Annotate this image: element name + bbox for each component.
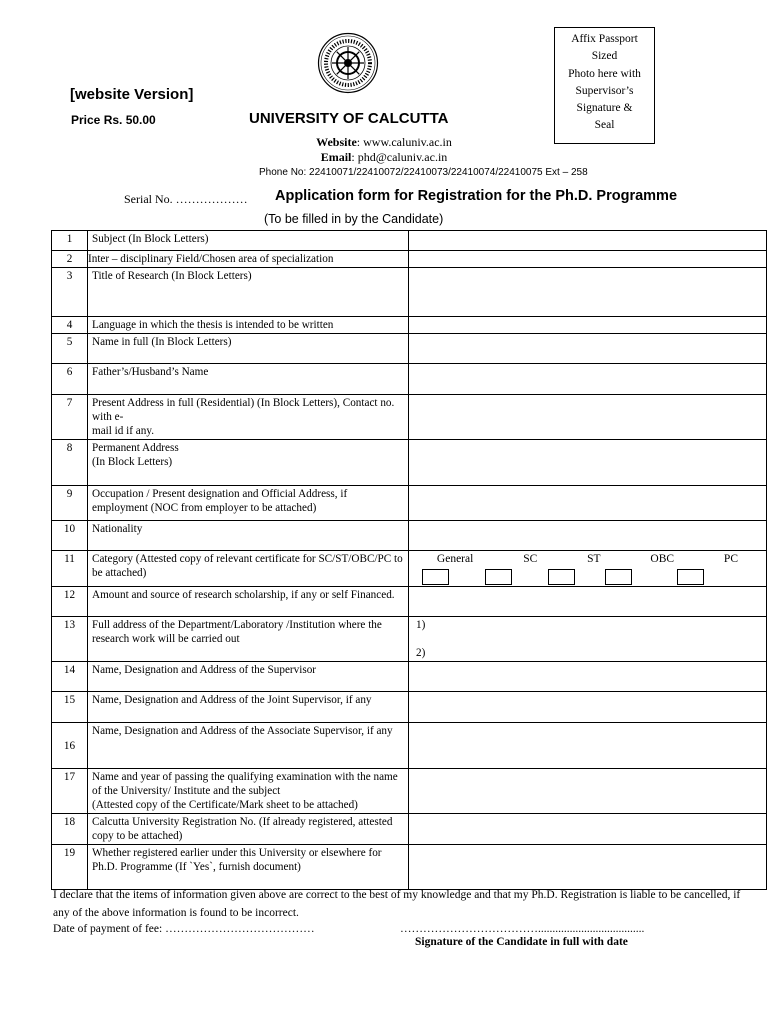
row-label: Subject (In Block Letters)	[88, 231, 409, 251]
photo-box-line: Affix Passport	[571, 33, 638, 45]
website-version-label: [website Version]	[70, 86, 194, 103]
email-value: : phd@caluniv.ac.in	[351, 150, 448, 164]
form-row	[52, 723, 767, 769]
row-number: 15	[52, 692, 88, 723]
form-row	[52, 769, 767, 814]
photo-box-line: Photo here with	[568, 67, 641, 80]
row-number: 14	[52, 662, 88, 692]
research-title-field[interactable]	[409, 268, 767, 317]
form-row	[52, 814, 767, 845]
website-value: : www.caluniv.ac.in	[356, 135, 452, 149]
photo-box-line: Signature &	[576, 102, 633, 115]
form-row	[52, 662, 767, 692]
form-row	[52, 486, 767, 521]
previous-registration-field[interactable]	[409, 845, 767, 890]
photo-box-line: Supervisor’s	[575, 84, 634, 97]
row-number: 8	[52, 440, 88, 486]
date-of-payment-line: Date of payment of fee: …………………………………	[53, 923, 315, 935]
row-label: Calcutta University Registration No. (If already registered, attested copy to be attached)	[88, 814, 409, 845]
father-husband-name-field[interactable]	[409, 364, 767, 395]
joint-supervisor-field[interactable]	[409, 692, 767, 723]
category-checkbox-st[interactable]	[548, 569, 575, 585]
category-checkbox-obc[interactable]	[605, 569, 632, 585]
row-label: Nationality	[88, 521, 409, 551]
declaration-text: I declare that the items of information given above are correct to the best of my knowledge and that my Ph.D. Registration is liable to be cancelled, if any of the above information is found to be incorrect.	[53, 889, 741, 919]
form-row	[52, 551, 767, 587]
row-label: Name in full (In Block Letters)	[88, 334, 409, 364]
row-number: 9	[52, 486, 88, 521]
photo-box	[554, 27, 655, 144]
form-row	[52, 692, 767, 723]
row-label: Full address of the Department/Laboratory /Institution where the research work will be carried out	[88, 617, 409, 662]
category-checkbox-sc[interactable]	[485, 569, 512, 585]
photo-box-line: Sized	[591, 50, 618, 63]
category-labels	[412, 552, 763, 566]
category-label-sc: SC	[523, 553, 538, 565]
qualifying-exam-field[interactable]	[409, 769, 767, 814]
university-name: UNIVERSITY OF CALCUTTA	[249, 110, 449, 127]
row-number: 19	[52, 845, 88, 890]
row-label: Whether registered earlier under this University or elsewhere for Ph.D. Programme (If `Yes`, furnish document)	[88, 845, 409, 890]
email-line	[0, 150, 768, 165]
scholarship-field[interactable]	[409, 587, 767, 617]
permanent-address-field[interactable]	[409, 440, 767, 486]
form-row	[52, 845, 767, 890]
department-address-field[interactable]	[409, 617, 767, 662]
row-number: 13	[52, 617, 88, 662]
form-row	[52, 617, 767, 662]
phone-numbers: Phone No: 22410071/22410072/22410073/22410074/22410075 Ext – 258	[259, 167, 588, 178]
category-checkboxes	[412, 569, 763, 585]
row-label: Name, Designation and Address of the Associate Supervisor, if any	[88, 723, 409, 769]
form-row	[52, 334, 767, 364]
full-name-field[interactable]	[409, 334, 767, 364]
row-label: Father’s/Husband’s Name	[88, 364, 409, 395]
form-row	[52, 521, 767, 551]
registration-number-field[interactable]	[409, 814, 767, 845]
category-checkbox-general[interactable]	[422, 569, 449, 585]
present-address-field[interactable]	[409, 395, 767, 440]
category-label-general: General	[436, 553, 474, 565]
specialization-field[interactable]	[409, 251, 767, 268]
photo-box-line: Seal	[594, 119, 615, 132]
row-number: 5	[52, 334, 88, 364]
application-form-table	[51, 230, 767, 890]
form-row	[52, 251, 767, 268]
subject-field[interactable]	[409, 231, 767, 251]
form-row	[52, 395, 767, 440]
form-row	[52, 268, 767, 317]
row-number: 11	[52, 551, 88, 587]
supervisor-field[interactable]	[409, 662, 767, 692]
row-label: Present Address in full (Residential) (In Block Letters), Contact no. with e- mail id if any.	[88, 395, 409, 440]
form-row	[52, 317, 767, 334]
form-row	[52, 587, 767, 617]
form-row	[52, 440, 767, 486]
occupation-field[interactable]	[409, 486, 767, 521]
row-label: Amount and source of research scholarship, if any or self Financed.	[88, 587, 409, 617]
row-number: 17	[52, 769, 88, 814]
row-label: Category (Attested copy of relevant certificate for SC/ST/OBC/PC to be attached)	[88, 551, 409, 587]
signature-line: ……………………………….....................................	[400, 923, 645, 935]
row-number: 12	[52, 587, 88, 617]
signature-label: Signature of the Candidate in full with date	[415, 936, 628, 948]
row-number: 6	[52, 364, 88, 395]
row-label: Name, Designation and Address of the Supervisor	[88, 662, 409, 692]
row-label: Occupation / Present designation and Official Address, if employment (NOC from employer to be attached)	[88, 486, 409, 521]
nationality-field[interactable]	[409, 521, 767, 551]
row-label: Name, Designation and Address of the Joint Supervisor, if any	[88, 692, 409, 723]
row-number: 16	[52, 723, 88, 769]
row-number: 2	[52, 251, 88, 268]
serial-number: Serial No. ………………	[124, 192, 248, 206]
thesis-language-field[interactable]	[409, 317, 767, 334]
department-item-2: 2)	[416, 647, 426, 659]
website-label: Website	[316, 135, 357, 149]
category-label-st: ST	[587, 553, 601, 565]
form-title: Application form for Registration for the Ph.D. Programme	[275, 188, 678, 204]
email-label: Email	[320, 150, 352, 164]
department-item-1: 1)	[416, 619, 426, 631]
form-subtitle: (To be filled in by the Candidate)	[264, 212, 444, 226]
row-number: 10	[52, 521, 88, 551]
row-number: 7	[52, 395, 88, 440]
row-label: Name and year of passing the qualifying examination with the name of the University/ Institute and the subject (Attested copy of the Certificate/Mark sheet to be attached)	[88, 769, 409, 814]
row-number: 3	[52, 268, 88, 317]
price-label: Price Rs. 50.00	[71, 113, 156, 127]
associate-supervisor-field[interactable]	[409, 723, 767, 769]
row-number: 18	[52, 814, 88, 845]
category-field	[409, 551, 767, 587]
row-label: Language in which the thesis is intended to be written	[88, 317, 409, 334]
row-label: Inter – disciplinary Field/Chosen area of specialization	[88, 251, 409, 268]
category-checkbox-pc[interactable]	[677, 569, 704, 585]
category-label-obc: OBC	[650, 553, 675, 565]
form-row	[52, 231, 767, 251]
row-label: Permanent Address (In Block Letters)	[88, 440, 409, 486]
university-seal-logo	[317, 32, 379, 94]
row-label: Title of Research (In Block Letters)	[88, 268, 409, 317]
row-number: 1	[52, 231, 88, 251]
form-row	[52, 364, 767, 395]
category-label-pc: PC	[723, 553, 738, 565]
row-number: 4	[52, 317, 88, 334]
